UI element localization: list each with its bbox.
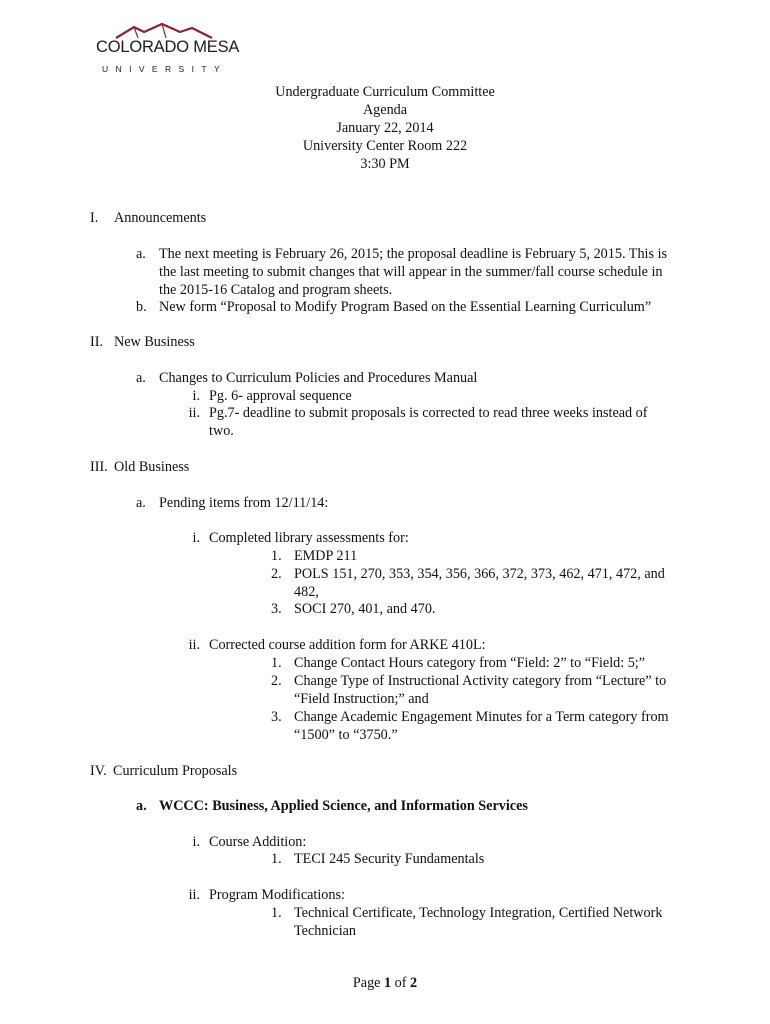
numbered-marker: 1. — [271, 905, 282, 921]
item-text: Pending items from 12/11/14: — [159, 495, 329, 511]
numbered-marker: 3. — [271, 709, 282, 725]
subitem-marker: i. — [192, 834, 200, 850]
numbered-text: EMDP 211 — [294, 548, 358, 564]
subitem-marker: ii. — [188, 637, 200, 653]
subitem-text: Pg.7- deadline to submit proposals is corrected to read three weeks instead of — [209, 405, 648, 421]
subitem-text: Pg. 6- approval sequence — [209, 388, 352, 404]
numbered-marker: 1. — [271, 851, 282, 867]
subitem-marker: i. — [192, 530, 200, 546]
subitem-text: Course Addition: — [209, 834, 307, 850]
item-text: the last meeting to submit changes that will appear in the summer/fall course schedule in — [159, 264, 663, 280]
numbered-text: 482, — [294, 584, 319, 600]
meeting-date: January 22, 2014 — [336, 120, 434, 136]
item-marker: a. — [136, 370, 146, 386]
subitem-marker: ii. — [188, 887, 200, 903]
numbered-text: Change Academic Engagement Minutes for a Term category from — [294, 709, 669, 725]
section-number: IV. — [90, 763, 107, 779]
item-text: New form “Proposal to Modify Program Based on the Essential Learning Curriculum” — [159, 299, 652, 315]
subitem-text: Corrected course addition form for ARKE 410L: — [209, 637, 486, 653]
meeting-location: University Center Room 222 — [302, 138, 468, 154]
subitem-text: Program Modifications: — [209, 887, 345, 903]
page-number-footer — [0, 974, 770, 992]
document-title: Agenda — [362, 102, 408, 118]
numbered-text: SOCI 270, 401, and 470. — [294, 601, 436, 617]
numbered-marker: 1. — [271, 548, 282, 564]
numbered-text: TECI 245 Security Fundamentals — [294, 851, 485, 867]
section-number: I. — [90, 210, 99, 226]
subitem-marker: ii. — [188, 405, 200, 421]
section-heading: New Business — [114, 334, 195, 350]
section-heading: Curriculum Proposals — [113, 763, 238, 779]
numbered-text: Change Contact Hours category from “Field: 2” to “Field: 5;” — [294, 655, 646, 671]
item-text: The next meeting is February 26, 2015; the proposal deadline is February 5, 2015. This is — [159, 246, 668, 262]
section-number: III. — [90, 459, 108, 475]
subitem-marker: i. — [192, 388, 200, 404]
numbered-text: Technical Certificate, Technology Integration, Certified Network — [294, 905, 663, 921]
total-pages: 2 — [410, 975, 418, 991]
meeting-time: 3:30 PM — [360, 156, 410, 172]
item-marker: b. — [136, 299, 147, 315]
section-heading: Old Business — [114, 459, 190, 475]
numbered-text: Technician — [294, 923, 357, 939]
committee-name: Undergraduate Curriculum Committee — [275, 84, 495, 100]
current-page: 1 — [384, 975, 392, 991]
numbered-marker: 2. — [271, 566, 282, 582]
numbered-marker: 1. — [271, 655, 282, 671]
numbered-marker: 3. — [271, 601, 282, 617]
item-text: WCCC: Business, Applied Science, and Information Services — [159, 798, 528, 814]
item-text: Changes to Curriculum Policies and Procedures Manual — [159, 370, 478, 386]
item-text: the 2015-16 Catalog and program sheets. — [159, 282, 393, 298]
logo-wordmark: COLORADO MESA — [96, 38, 240, 56]
logo-subtitle: UNIVERSITY — [102, 64, 228, 74]
numbered-text: “1500” to “3750.” — [294, 727, 398, 743]
item-marker: a. — [136, 495, 146, 511]
section-number: II. — [90, 334, 103, 350]
numbered-text: Change Type of Instructional Activity category from “Lecture” to — [294, 673, 667, 689]
numbered-text: “Field Instruction;” and — [294, 691, 429, 707]
section-heading: Announcements — [114, 210, 207, 226]
numbered-text: POLS 151, 270, 353, 354, 356, 366, 372, 373, 462, 471, 472, and — [294, 566, 665, 582]
numbered-marker: 2. — [271, 673, 282, 689]
subitem-text: two. — [209, 423, 234, 439]
page-label: Page — [352, 975, 385, 991]
item-marker: a. — [136, 246, 146, 262]
subitem-text: Completed library assessments for: — [209, 530, 409, 546]
item-marker: a. — [136, 798, 147, 814]
university-logo — [96, 22, 246, 74]
page-of: of — [391, 975, 411, 991]
